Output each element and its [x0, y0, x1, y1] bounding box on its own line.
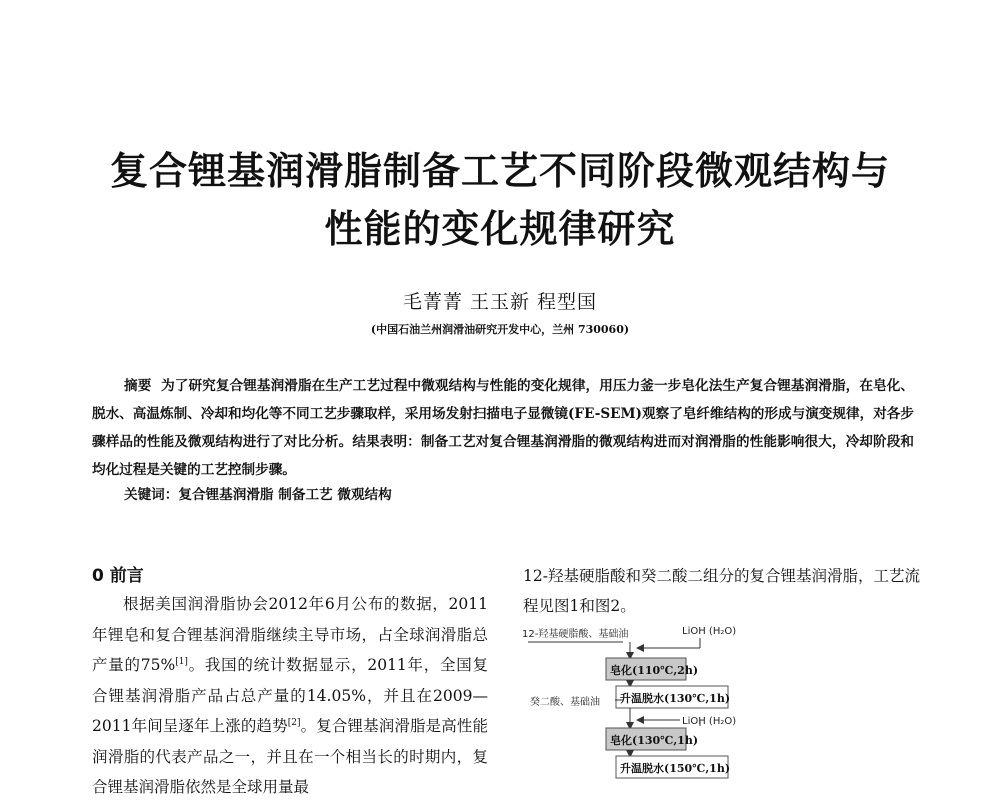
intro-text-3: 。复合锂基润滑脂是高性能润滑脂的代表产品之一，并且在一个相当长的时期内，复合锂基润滑脂依然是全球用量最	[92, 717, 488, 796]
citation-1: [1]	[175, 656, 188, 667]
right-column-paragraph: 12-羟基硬脂酸和癸二酸二组分的复合锂基润滑脂，工艺流程见图1和图2。	[523, 567, 920, 615]
flow-step-saponification-1	[606, 658, 698, 680]
keywords-label: 关键词：	[124, 487, 179, 503]
authors: 毛菁菁 王玉新 程型国	[402, 291, 598, 313]
flowchart-svg	[520, 620, 780, 779]
abstract-text: 为了研究复合锂基润滑脂在生产工艺过程中微观结构与性能的变化规律，用压力釜一步皂化法生产复合锂基润滑脂，在皂化、脱水、高温炼制、冷却和均化等不同工艺步骤取样，采用场发射扫描电子显微镜(FE-SEM)观察了皂纤维结构的形成与演变规律，对各步骤样品的性能及微观结构进行了对比分析。结果表明：制备工艺对复合锂基润滑脂的微观结构进而对润滑脂的性能影响很大，冷却阶段和均化过程是关键的工艺控制步骤。	[92, 378, 915, 478]
flow-input-sebacic-oil: 癸二酸、基础油	[530, 697, 600, 708]
citation-2: [2]	[287, 717, 301, 728]
keywords	[124, 483, 392, 503]
flow-input-lioh-2: LiOH (H₂O)	[682, 716, 737, 727]
flow-step-dehydration-1	[616, 686, 730, 708]
intro-text-1: 根据美国润滑脂协会2012年6月公布的数据，2011年锂皂和复合锂基润滑脂继续主导市场，占全球润滑脂总产量的75%	[92, 595, 488, 674]
abstract	[92, 372, 914, 484]
flow-input-acid-oil: 12-羟基硬脂酸、基础油	[522, 629, 629, 640]
flow-step-1-label: 皂化(110℃,2h)	[610, 664, 699, 677]
process-flowchart	[520, 620, 780, 779]
flow-step-4-label: 升温脱水(150℃,1h)	[620, 762, 731, 775]
keywords-text: 复合锂基润滑脂 制备工艺 微观结构	[178, 487, 392, 503]
intro-paragraph	[92, 589, 488, 803]
flow-step-3-label: 皂化(130℃,1h)	[610, 734, 699, 747]
flow-input-lioh-1: LiOH (H₂O)	[682, 626, 737, 637]
flow-step-dehydration-2	[616, 756, 730, 778]
section-heading-introduction: 0 前言	[92, 566, 144, 586]
intro-text-2: 。我国的统计数据显示，2011年，全国复合锂基润滑脂产品占总产量的14.05%，并且在2009—2011年间呈逐年上涨的趋势	[92, 656, 489, 735]
paper-title-line-1: 复合锂基润滑脂制备工艺不同阶段微观结构与	[109, 149, 890, 193]
paper-title-line-2: 性能的变化规律研究	[324, 207, 676, 251]
affiliation: (中国石油兰州润滑油研究开发中心，兰州 730060)	[370, 323, 630, 336]
flow-step-2-label: 升温脱水(130℃,1h)	[620, 692, 731, 705]
flow-step-saponification-2	[606, 728, 698, 750]
abstract-label: 摘要	[124, 378, 152, 394]
